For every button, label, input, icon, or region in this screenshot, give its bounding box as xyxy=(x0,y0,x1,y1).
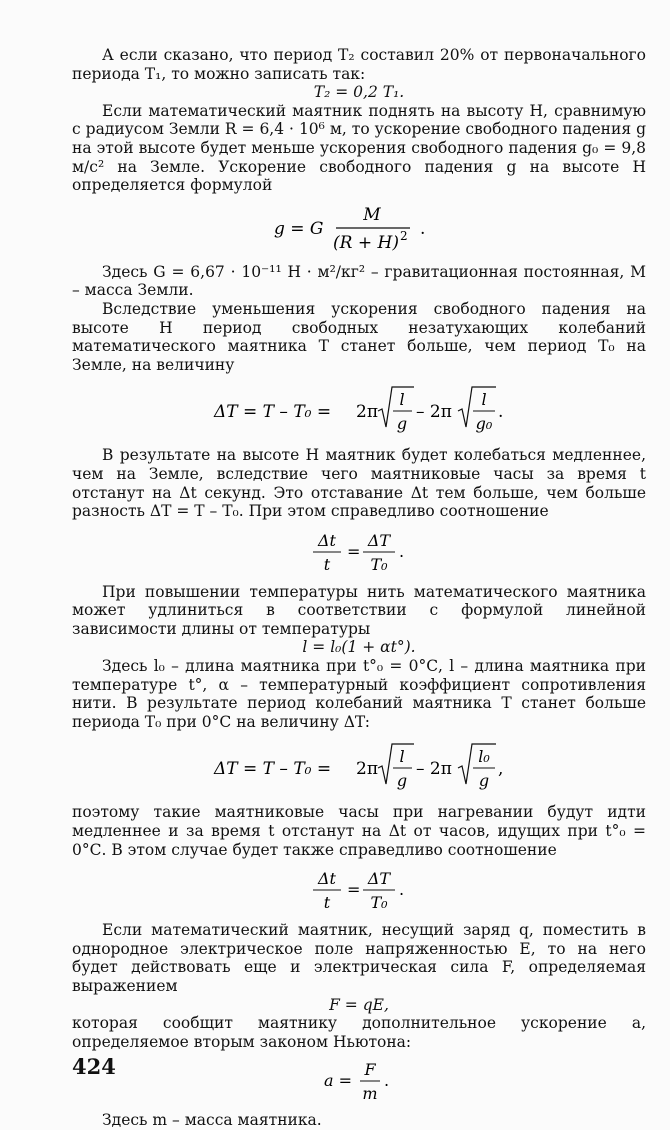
formula-force: F = qE, xyxy=(329,995,389,1014)
dth-den2: g₀ xyxy=(475,414,493,434)
dth-a: 2π xyxy=(356,402,378,423)
formula-gravity xyxy=(72,201,646,257)
paragraph-charge: Если математический маятник, несущий заряд q, поместить в однородное электрическое поле напряженностью E, то на него будет действовать еще и электрическая сила F, определяемая выражением xyxy=(72,921,646,995)
svg-text:=: = xyxy=(347,880,361,900)
paragraph-decrease: Вследствие уменьшения ускорения свободного падения на высоте H период свободных незатухающих колебаний математического маятника T станет больше, чем период T₀ на Земле, на величину xyxy=(72,299,646,374)
paragraph-slower: В результате на высоте H маятник будет колебаться медленнее, чем на Земле, вследствие чего маятниковые часы за время t отстанут на Δt секунд. Это отставание Δt тем больше, чем больше разность ΔT = T – T₀. При этом справедливо соотношение xyxy=(72,446,646,521)
r1-num2: ΔT xyxy=(367,530,391,550)
r2-num2: ΔT xyxy=(367,869,391,889)
dtt-lhs: ΔT = T – T₀ = xyxy=(214,759,332,780)
dtt-end: , xyxy=(498,759,504,780)
formula-length-temp: l = l₀(1 + αt°). xyxy=(302,638,416,657)
dtt-den1: g xyxy=(396,771,408,791)
svg-text:=: = xyxy=(347,541,361,561)
r1-den2: T₀ xyxy=(370,554,388,574)
dth-num1: l xyxy=(399,390,405,410)
r1-den1: t xyxy=(323,554,331,574)
gravity-lhs: g = G xyxy=(274,218,324,239)
gravity-end: . xyxy=(420,218,426,239)
accel-end: . xyxy=(384,1071,390,1091)
accel-num: F xyxy=(364,1060,376,1080)
dth-lhs: ΔT = T – T₀ = xyxy=(214,402,332,423)
paragraph-temperature: При повышении температуры нить математического маятника может удлиниться в соответствии с формулой линейной зависимости длины от температуры xyxy=(72,582,646,638)
r1-num1: Δt xyxy=(318,530,336,550)
gravity-num: M xyxy=(363,204,381,225)
paragraph-height: Если математический маятник поднять на высоту H, сравнимую с радиусом Земли R = 6,4 · 10⁶ м, то ускорение свободного падения g на этой высоте будет меньше ускорения свободного падения g₀ = 9,8 м/с² на Земле. Ускорение свободного падения g на высоте H определяется формулой xyxy=(72,101,646,195)
dth-den1: g xyxy=(396,414,408,434)
formula-delta-t-height xyxy=(72,380,646,440)
formula-t2: T₂ = 0,2 T₁. xyxy=(313,83,405,102)
paragraph-accel: которая сообщит маятнику дополнительное ускорение a, определяемое вторым законом Ньютона: xyxy=(72,1014,646,1051)
dtt-num2: l₀ xyxy=(478,747,490,767)
formula-ratio-1 xyxy=(72,527,646,577)
formula-ratio-2 xyxy=(72,865,646,915)
gravity-exp: 2 xyxy=(400,228,408,243)
gravity-den: (R + H) xyxy=(333,232,399,253)
accel-den: m xyxy=(362,1084,378,1104)
formula-accel xyxy=(72,1054,646,1105)
dtt-num1: l xyxy=(399,747,405,767)
r2-den1: t xyxy=(323,893,331,913)
r2-num1: Δt xyxy=(318,869,336,889)
paragraph-length-def: Здесь l₀ – длина маятника при t°₀ = 0°С, l – длина маятника при температуре t°, α – температурный коэффициент сопротивления нити. В результате период колебаний маятника T станет больше периода T₀ при 0°С на величину ΔT: xyxy=(72,657,646,731)
dtt-a: 2π xyxy=(356,759,378,780)
r2-den2: T₀ xyxy=(370,893,388,913)
dth-mid: – 2π xyxy=(416,402,452,423)
formula-delta-t-temp xyxy=(72,737,646,797)
paragraph-mass: Здесь m – масса маятника. xyxy=(102,1111,322,1130)
page-number: 424 xyxy=(72,1054,116,1079)
dth-end: . xyxy=(498,402,504,423)
dtt-den2: g xyxy=(478,771,490,791)
paragraph-clock-lag: поэтому такие маятниковые часы при нагревании будут идти медленнее и за время t отстанут на Δt от часов, идущих при t°₀ = 0°С. В этом случае будет также справедливо соотношение xyxy=(72,803,646,859)
r2-end: . xyxy=(399,880,405,900)
r1-end: . xyxy=(399,541,405,561)
paragraph-constant: Здесь G = 6,67 · 10⁻¹¹ Н · м²/кг² – гравитационная постоянная, M – масса Земли. xyxy=(72,262,646,300)
dtt-mid: – 2π xyxy=(416,759,452,780)
paragraph-period-ratio: А если сказано, что период T₂ составил 20% от первоначального периода T₁, то можно записать так: xyxy=(72,46,646,83)
accel-lhs: a = xyxy=(324,1071,353,1091)
dth-num2: l xyxy=(481,390,487,410)
